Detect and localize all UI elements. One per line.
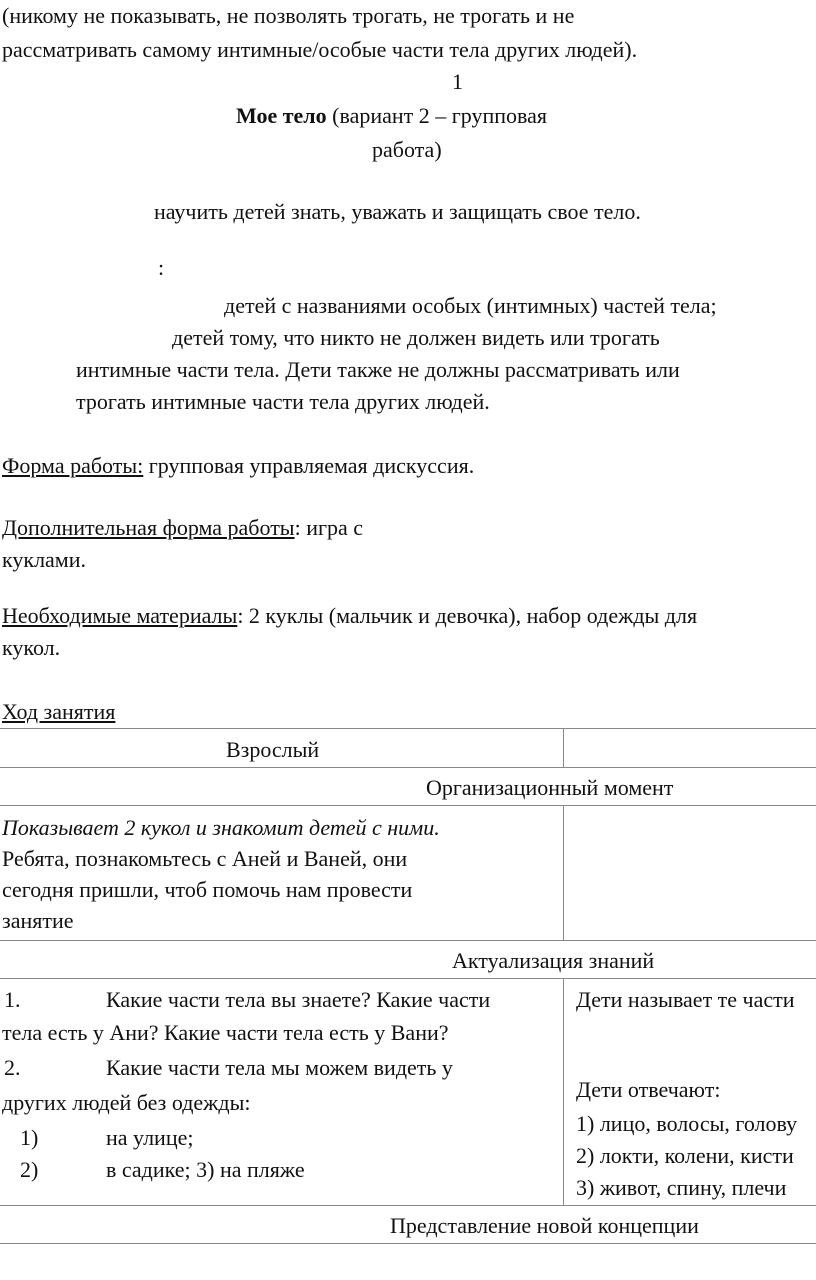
org-text-line-2: сегодня пришли, чтоб помочь нам провести — [2, 877, 413, 902]
org-italic-text: Показывает 2 кукол и знакомит детей с ними. — [2, 815, 440, 840]
children-answer-5: 3) живот, спину, плечи — [576, 1175, 787, 1200]
question-2-number: 2. — [4, 1055, 21, 1080]
work-form — [2, 450, 474, 482]
sub-item-1-number: 1) — [20, 1125, 39, 1150]
page-number: 1 — [452, 69, 463, 94]
additional-form-label: Дополнительная форма работы — [2, 515, 295, 540]
materials — [2, 600, 697, 632]
sub-item-1-text: на улице; — [106, 1125, 194, 1150]
table-border-top — [0, 728, 816, 729]
children-answer-2: Дети отвечают: — [576, 1077, 721, 1102]
question-2-continuation: других людей без одежды: — [2, 1090, 251, 1115]
section-actualization: Актуализация знаний — [452, 948, 655, 973]
task-line-1: детей с названиями особых (интимных) частей тела; — [224, 293, 717, 318]
table-border — [0, 767, 816, 768]
table-header-adult: Взрослый — [226, 737, 320, 762]
table-border — [0, 805, 816, 806]
children-answer-1: Дети называет те части — [576, 987, 795, 1012]
org-text-line-1: Ребята, познакомьтесь с Аней и Ваней, они — [2, 846, 408, 871]
section-org-moment: Организационный момент — [426, 775, 674, 800]
children-answer-4: 2) локти, колени, кисти — [576, 1143, 794, 1168]
sub-item-2-number: 2) — [20, 1157, 39, 1182]
question-1-continuation: тела есть у Ани? Какие части тела есть у Вани? — [2, 1020, 449, 1045]
children-answer-3: 1) лицо, волосы, голову — [576, 1111, 798, 1136]
table-border — [0, 1205, 816, 1206]
intro-line-1: (никому не показывать, не позволять трогать, не трогать и не — [2, 3, 575, 28]
additional-form — [2, 512, 363, 544]
materials-value: : 2 куклы (мальчик и девочка), набор одежды для — [237, 603, 698, 628]
question-1-number: 1. — [4, 987, 21, 1012]
materials-line-2: кукол. — [2, 635, 61, 660]
children-column — [564, 978, 816, 1205]
work-form-label: Форма работы: — [2, 453, 144, 478]
task-line-2: детей тому, что никто не должен видеть или трогать — [172, 325, 660, 350]
table-border — [0, 1243, 816, 1244]
org-text-line-3: занятие — [2, 908, 74, 933]
intro-line-2: рассматривать самому интимные/особые части тела других людей). — [2, 37, 638, 62]
task-line-3: интимные части тела. Дети также не должны рассматривать или — [76, 357, 680, 382]
additional-form-value: : игра с — [294, 515, 364, 540]
page-title — [236, 100, 547, 132]
sub-item-2-text: в садике; 3) на пляже — [106, 1157, 305, 1182]
work-form-value: групповая управляемая дискуссия. — [143, 453, 475, 478]
table-border — [0, 940, 816, 941]
tasks-colon: : — [158, 255, 165, 280]
title-rest: (вариант 2 – групповая — [326, 103, 548, 128]
table-column-divider — [563, 728, 564, 767]
question-1-text: Какие части тела вы знаете? Какие части — [106, 987, 491, 1012]
title-bold: Мое тело — [236, 103, 327, 128]
section-new-concept: Представление новой концепции — [390, 1213, 699, 1238]
table-column-divider — [563, 805, 564, 940]
goal-text: научить детей знать, уважать и защищать свое тело. — [154, 199, 641, 224]
lesson-heading: Ход занятия — [2, 699, 116, 724]
question-2-text: Какие части тела мы можем видеть у — [106, 1055, 453, 1080]
materials-label: Необходимые материалы — [2, 603, 238, 628]
task-line-4: трогать интимные части тела других людей. — [76, 389, 490, 414]
additional-form-line-2: куклами. — [2, 547, 87, 572]
title-line-2: работа) — [372, 137, 442, 162]
